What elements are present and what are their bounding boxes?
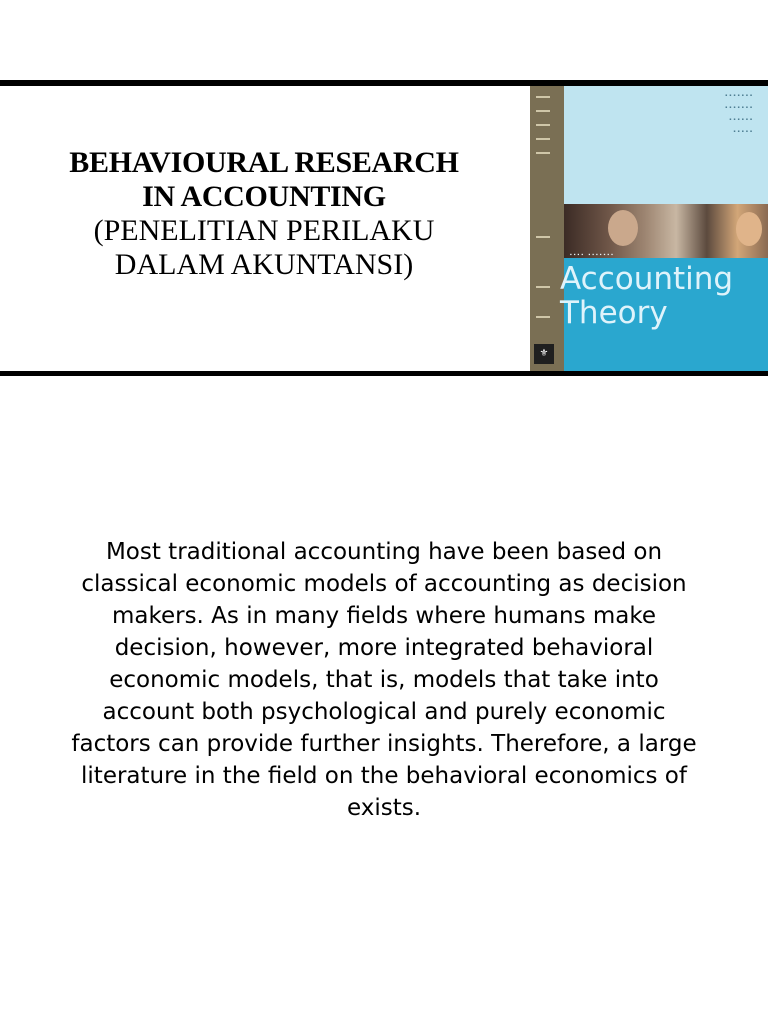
book-authors-decoration: ▪▪▪▪▪▪▪ ▪▪▪▪▪▪▪ ▪▪▪▪▪▪ ▪▪▪▪▪ [725, 93, 754, 135]
book-title [560, 262, 733, 330]
book-edition-decoration: ▪▪▪▪ ▪▪▪▪▪▪▪ [570, 252, 615, 258]
book-title-line-1: Accounting [560, 261, 734, 297]
slide-body-text: Most traditional accounting have been based on classical economic models of accounting as decision makers. As in many fields where humans make decision, however, more integrated behavioral economic models, that is, models that take into account both psychological and purely economic factors can provide further insights. Therefore, a large literature in the field on the behavioral economics of exists. [71, 539, 697, 821]
slide-title-line-2: IN ACCOUNTING [142, 180, 386, 213]
book-cover-photo [564, 204, 768, 258]
book-title-line-2: Theory [560, 295, 668, 331]
publisher-logo-icon: ⚜ [534, 344, 554, 364]
book-cover-image [530, 86, 768, 371]
book-spine [530, 86, 564, 371]
slide-header [0, 80, 768, 376]
slide-subtitle-line-1: (PENELITIAN PERILAKU [93, 214, 435, 247]
slide-title-line-1: BEHAVIOURAL RESEARCH [69, 146, 459, 179]
slide-title-block [0, 148, 528, 280]
slide-subtitle-line-2: DALAM AKUNTANSI) [114, 248, 414, 281]
